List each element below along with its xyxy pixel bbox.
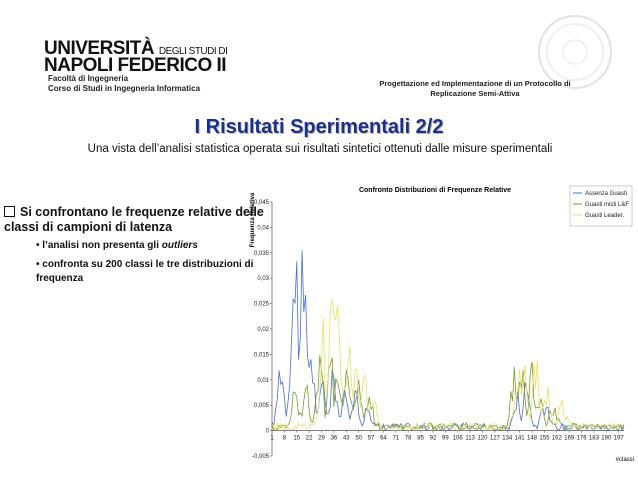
sub-bullet-2: • confronta su 200 classi le tre distribuzioni di frequenza [36, 259, 254, 284]
x-tick-label: 43 [342, 435, 350, 442]
x-tick-label: 148 [527, 435, 538, 442]
x-tick-label: 113 [465, 435, 475, 442]
series-line-1 [272, 250, 624, 430]
y-tick-label: 0,015 [253, 352, 269, 359]
x-tick-label: 169 [564, 435, 575, 442]
chart-title: Confronto Distribuzioni di Frequenze Relative [358, 187, 512, 194]
chart-ylabel: Frequenza Relativa [250, 192, 256, 248]
x-tick-label: 8 [282, 435, 287, 442]
x-tick-label: 29 [318, 435, 325, 442]
y-tick-label: 0 [265, 428, 269, 435]
chart-xlabel: #classi [615, 457, 634, 463]
x-tick-label: 36 [330, 435, 338, 442]
y-tick-label: -0,005 [251, 454, 269, 460]
x-tick-label: 183 [588, 435, 599, 442]
y-tick-label: 0,01 [257, 377, 269, 384]
x-tick-label: 141 [514, 435, 525, 442]
x-tick-label: 162 [551, 435, 562, 442]
university-name-small: DEGLI STUDI DI [158, 46, 228, 57]
x-tick-label: 120 [477, 435, 488, 442]
x-tick-label: 155 [539, 435, 550, 442]
y-tick-label: 0,02 [257, 327, 269, 333]
chart-legend [570, 186, 632, 226]
sub-bullet-1-emphasis: outliers [161, 240, 198, 251]
x-tick-label: 50 [355, 435, 363, 442]
legend-label: Guasti Leader. [585, 213, 625, 219]
main-bullet [4, 205, 274, 235]
frequency-chart [240, 180, 636, 466]
x-tick-label: 1 [270, 435, 274, 442]
x-tick-label: 64 [380, 435, 387, 442]
x-tick-label: 85 [417, 435, 424, 442]
project-line2: Replicazione Semi-Attiva [430, 89, 520, 98]
y-tick-label: 0,005 [253, 403, 269, 410]
x-tick-label: 78 [404, 435, 412, 442]
x-tick-label: 22 [305, 435, 313, 442]
y-tick-label: 0,035 [253, 250, 269, 257]
x-tick-label: 134 [502, 435, 513, 442]
legend-label: Guasti misti L&F [585, 202, 630, 208]
slide-title: I Risultati Sperimentali 2/2 [194, 116, 444, 138]
y-tick-label: 0,03 [257, 276, 269, 283]
main-bullet-text: Si confrontano le frequenze relative delle classi di campioni di latenza [4, 205, 264, 234]
sub-bullet-1: • l’analisi non presenta gli outliers [36, 240, 198, 251]
university-logo-line2: NAPOLI FEDERICO II [44, 55, 227, 76]
project-title [340, 79, 610, 99]
x-tick-label: 57 [367, 435, 375, 442]
y-tick-label: 0,04 [257, 225, 269, 232]
faculty-block [48, 74, 200, 94]
sub-bullet-1-text: l’analisi non presenta gli [42, 240, 162, 251]
y-tick-label: 0,045 [253, 200, 269, 206]
x-tick-label: 15 [293, 435, 301, 442]
x-tick-label: 197 [613, 435, 624, 442]
faculty-name: Facoltà di Ingegneria [48, 74, 129, 83]
x-tick-label: 71 [392, 435, 400, 442]
project-line1: Progettazione ed Implementazione di un Protocollo di [379, 79, 571, 88]
checkbox-bullet-icon [4, 206, 15, 217]
x-tick-label: 92 [429, 435, 437, 442]
x-tick-label: 176 [576, 435, 587, 442]
slide-subtitle: Una vista dell’analisi statistica operata sui risultati sintetici ottenuti dalle misure sperimentali [87, 143, 553, 155]
x-tick-label: 127 [489, 435, 500, 442]
x-tick-label: 190 [601, 435, 612, 442]
university-name: UNIVERSITÀ [44, 38, 155, 59]
y-tick-label: 0,025 [253, 301, 269, 308]
x-tick-label: 106 [452, 435, 463, 442]
course-name: Corso di Studi in Ingegneria Informatica [48, 84, 201, 93]
legend-label: Assenza Guasti [585, 191, 628, 197]
x-tick-label: 99 [442, 435, 449, 442]
sub-bullet-2-text: confronta su 200 classi le tre distribuzioni di frequenza [36, 259, 254, 284]
